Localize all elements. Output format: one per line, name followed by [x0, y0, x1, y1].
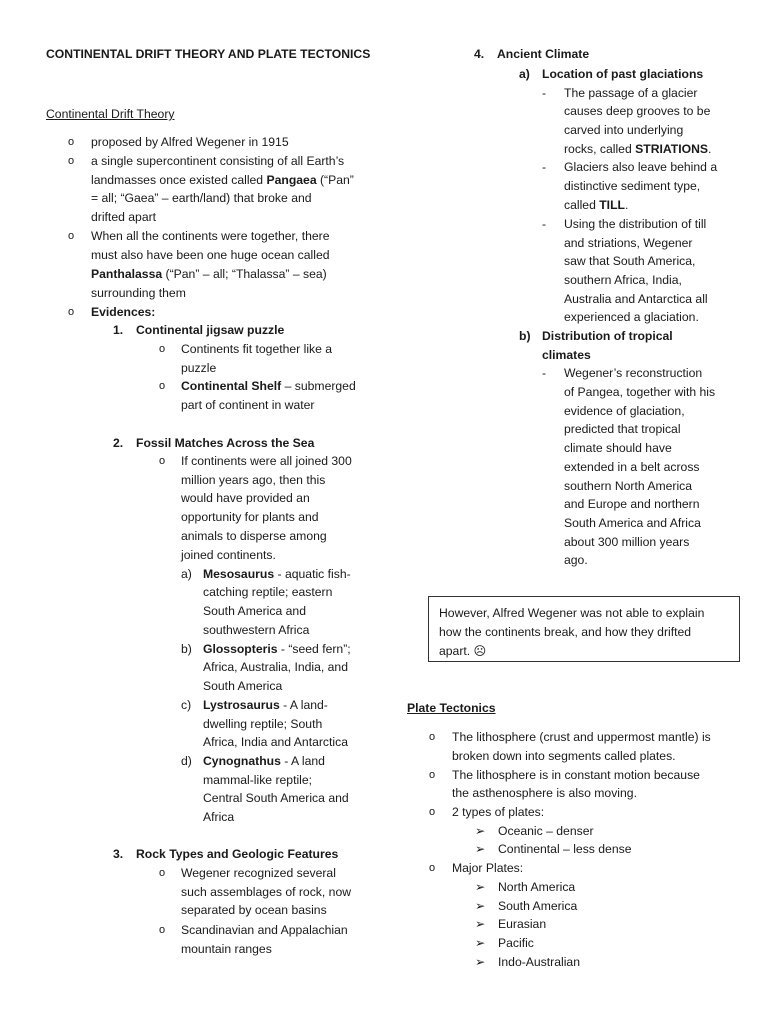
bullet-marker: o — [68, 230, 75, 242]
text: Cynognathus - A land — [203, 754, 325, 768]
text: animals to disperse among — [181, 529, 327, 543]
text: carved into underlying — [564, 123, 684, 137]
text: mountain ranges — [181, 942, 272, 956]
list-marker: a) — [519, 67, 530, 81]
dash-marker: - — [542, 217, 547, 231]
text: drifted apart — [91, 210, 157, 224]
text: must also have been one huge ocean called — [91, 248, 330, 262]
subsection-title: Distribution of tropical — [542, 329, 673, 343]
note-text: how the continents break, and how they drifted — [439, 625, 692, 639]
plate-type: Oceanic – denser — [498, 824, 594, 838]
text: The lithosphere (crust and uppermost mantle) is — [452, 730, 711, 744]
list-marker: c) — [181, 698, 192, 712]
bullet-marker: o — [159, 924, 166, 936]
text: the asthenosphere is also moving. — [452, 786, 637, 800]
text: about 300 million years — [564, 535, 690, 549]
text: dwelling reptile; South — [203, 717, 323, 731]
list-marker: a) — [181, 567, 192, 581]
text: a single supercontinent consisting of all Earth’s — [91, 154, 345, 168]
text: distinctive sediment type, — [564, 179, 701, 193]
bullet-marker: o — [159, 343, 166, 355]
evidence-number: 4. — [474, 47, 485, 61]
text: such assemblages of rock, now — [181, 885, 352, 899]
arrow-bullet-icon: ➢ — [475, 824, 486, 838]
text: broken down into segments called plates. — [452, 749, 676, 763]
major-plate: Eurasian — [498, 917, 547, 931]
text: separated by ocean basins — [181, 903, 327, 917]
text: Mesosaurus - aquatic fish- — [203, 567, 351, 581]
text: ago. — [564, 553, 588, 567]
list-marker: b) — [181, 642, 192, 656]
text: and Europe and northern — [564, 497, 700, 511]
evidence-title: Fossil Matches Across the Sea — [136, 436, 315, 450]
text: Using the distribution of till — [564, 217, 707, 231]
bullet-marker: o — [68, 306, 75, 318]
section-heading-plate-tectonics: Plate Tectonics — [407, 701, 496, 715]
text: South America — [203, 679, 283, 693]
arrow-bullet-icon: ➢ — [475, 899, 486, 913]
text: puzzle — [181, 361, 217, 375]
bullet-marker: o — [429, 769, 436, 781]
text: of Pangea, together with his — [564, 385, 716, 399]
bullet-marker: o — [159, 867, 166, 879]
text: southern North America — [564, 479, 693, 493]
arrow-bullet-icon: ➢ — [475, 917, 486, 931]
text: part of continent in water — [181, 398, 315, 412]
major-plate: Pacific — [498, 936, 534, 950]
text: Wegener’s reconstruction — [564, 366, 703, 380]
text: opportunity for plants and — [181, 510, 319, 524]
text: Continental Shelf – submerged — [181, 379, 356, 393]
text: climate should have — [564, 441, 672, 455]
dash-marker: - — [542, 160, 547, 174]
text: Panthalassa (“Pan” – all; “Thalassa” – sea) — [91, 267, 327, 281]
bullet-marker: o — [429, 731, 436, 743]
text: called TILL. — [564, 198, 629, 212]
text: rocks, called STRIATIONS. — [564, 142, 712, 156]
text: experienced a glaciation. — [564, 310, 699, 324]
text: Africa, India and Antarctica — [203, 735, 348, 749]
text: Lystrosaurus - A land- — [203, 698, 328, 712]
text: Africa, Australia, India, and — [203, 660, 348, 674]
text: Major Plates: — [452, 861, 524, 875]
document-title: CONTINENTAL DRIFT THEORY AND PLATE TECTONICS — [46, 47, 371, 61]
text: southern Africa, India, — [564, 273, 682, 287]
text: mammal-like reptile; — [203, 773, 313, 787]
bullet-marker: o — [159, 380, 166, 392]
list-marker: d) — [181, 754, 192, 768]
text: = all; “Gaea” – earth/land) that broke and — [91, 191, 312, 205]
bullet-marker: o — [68, 155, 75, 167]
evidence-number: 3. — [113, 847, 124, 861]
evidence-title: Ancient Climate — [497, 47, 590, 61]
section-heading-continental-drift: Continental Drift Theory — [46, 107, 175, 121]
text: South America and — [203, 604, 306, 618]
text: Evidences: — [91, 305, 156, 319]
text: Glossopteris - “seed fern”; — [203, 642, 351, 656]
evidence-number: 2. — [113, 436, 124, 450]
text: and striations, Wegener — [564, 236, 693, 250]
text: causes deep grooves to be — [564, 104, 711, 118]
text: Scandinavian and Appalachian — [181, 923, 348, 937]
text: surrounding them — [91, 286, 186, 300]
text: When all the continents were together, there — [91, 229, 330, 243]
bullet-marker: o — [429, 862, 436, 874]
bullet-marker: o — [68, 136, 75, 148]
text: The lithosphere is in constant motion because — [452, 768, 700, 782]
text: predicted that tropical — [564, 422, 681, 436]
text: If continents were all joined 300 — [181, 454, 352, 468]
note-text: apart. ☹ — [439, 644, 487, 658]
major-plate: South America — [498, 899, 578, 913]
text: Wegener recognized several — [181, 866, 336, 880]
dash-marker: - — [542, 366, 547, 380]
major-plate: North America — [498, 880, 576, 894]
arrow-bullet-icon: ➢ — [475, 955, 486, 969]
list-marker: b) — [519, 329, 531, 343]
bullet-marker: o — [159, 455, 166, 467]
subsection-title: Location of past glaciations — [542, 67, 704, 81]
text: proposed by Alfred Wegener in 1915 — [91, 135, 289, 149]
text: million years ago, then this — [181, 473, 326, 487]
evidence-number: 1. — [113, 323, 124, 337]
plate-type: Continental – less dense — [498, 842, 632, 856]
dash-marker: - — [542, 86, 547, 100]
text: evidence of glaciation, — [564, 404, 685, 418]
text: Glaciers also leave behind a — [564, 160, 718, 174]
arrow-bullet-icon: ➢ — [475, 880, 486, 894]
text: Central South America and — [203, 791, 349, 805]
evidence-title: Continental jigsaw puzzle — [136, 323, 285, 337]
subsection-title: climates — [542, 348, 591, 362]
bullet-marker: o — [429, 806, 436, 818]
note-text: However, Alfred Wegener was not able to explain — [439, 606, 705, 620]
evidence-title: Rock Types and Geologic Features — [136, 847, 339, 861]
text: extended in a belt across — [564, 460, 700, 474]
major-plate: Indo-Australian — [498, 955, 580, 969]
text: Continents fit together like a — [181, 342, 333, 356]
text: Africa — [203, 810, 235, 824]
text: landmasses once existed called Pangaea (“Pan” — [91, 173, 354, 187]
text: Australia and Antarctica all — [564, 292, 708, 306]
text: would have provided an — [181, 491, 310, 505]
arrow-bullet-icon: ➢ — [475, 842, 486, 856]
text: southwestern Africa — [203, 623, 310, 637]
text: 2 types of plates: — [452, 805, 545, 819]
text: catching reptile; eastern — [203, 585, 333, 599]
text: South America and Africa — [564, 516, 701, 530]
arrow-bullet-icon: ➢ — [475, 936, 486, 950]
text: joined continents. — [181, 548, 276, 562]
text: The passage of a glacier — [564, 86, 698, 100]
text: saw that South America, — [564, 254, 696, 268]
